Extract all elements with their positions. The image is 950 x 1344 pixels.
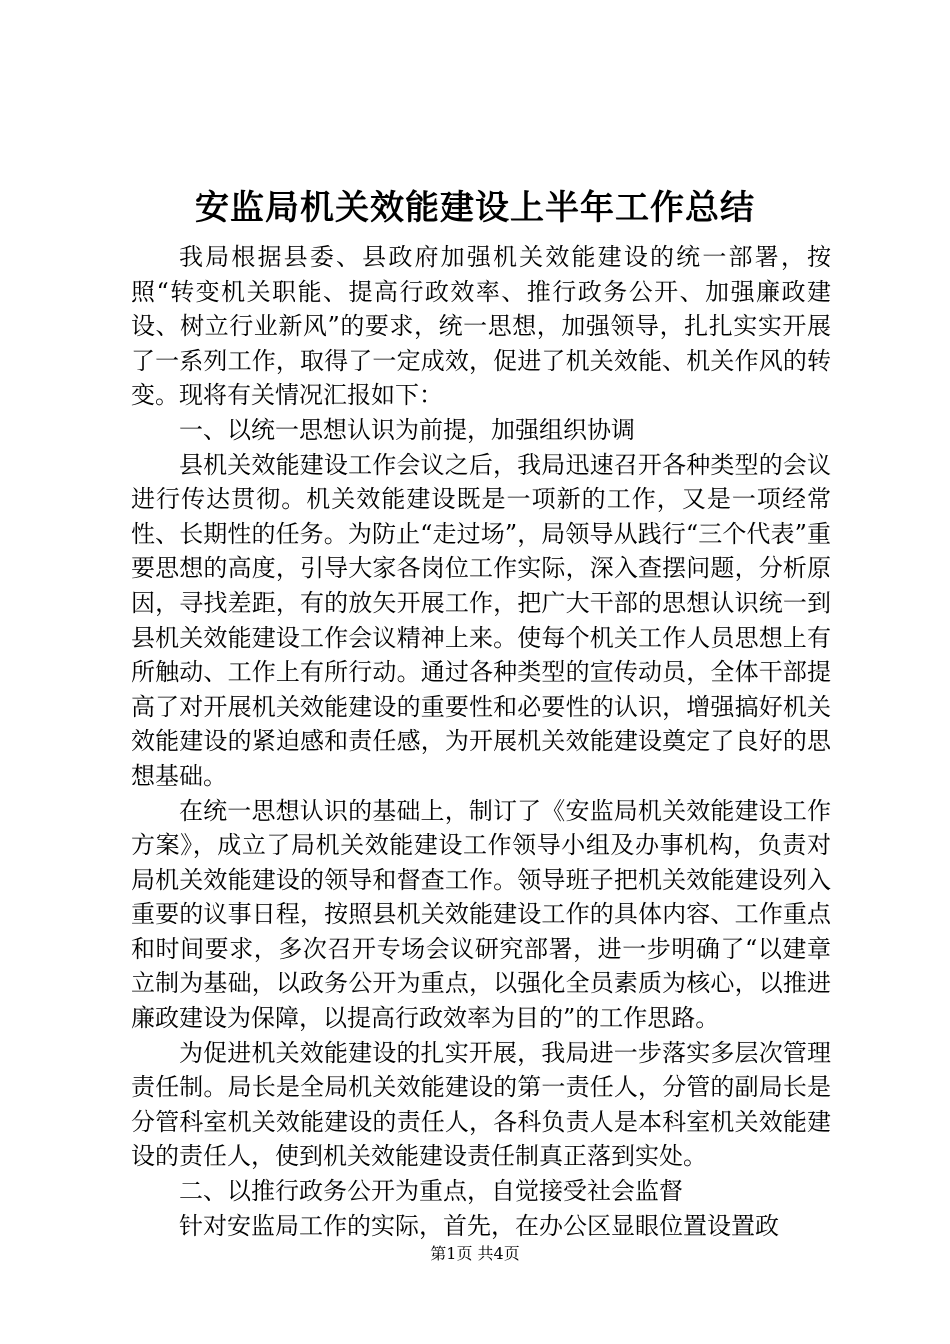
paragraph-intro: 我局根据县委、县政府加强机关效能建设的统一部署，按照“转变机关职能、提高行政效率、推行政务公开、加强廉政建设、树立行业新风”的要求，统一思想，加强领导，扎扎实实开展了一系列工作，取得了一定成效，促进了机关效能、机关作风的转变。现将有关情况汇报如下： — [131, 243, 831, 410]
section-heading-1: 一、以统一思想认识为前提，加强组织协调 — [179, 415, 635, 444]
document-title: 安监局机关效能建设上半年工作总结 — [195, 188, 755, 228]
page-number-footer: 第1页 共4页 — [430, 1244, 520, 1263]
paragraph: 为促进机关效能建设的扎实开展，我局进一步落实多层次管理责任制。局长是全局机关效能建设的第一责任人，分管的副局长是分管科室机关效能建设的责任人，各科负责人是本科室机关效能建设的责任人，使到机关效能建设责任制真正落到实处。 — [131, 1038, 831, 1171]
paragraph: 在统一思想认识的基础上，制订了《安监局机关效能建设工作方案》，成立了局机关效能建设工作领导小组及办事机构，负责对局机关效能建设的领导和督查工作。领导班子把机关效能建设列入重要的议事日程，按照县机关效能建设工作的具体内容、工作重点和时间要求，多次召开专场会议研究部署，进一步明确了“以建章立制为基础，以政务公开为重点，以强化全员素质为核心，以推进廉政建设为保障，以提高行政效率为目的”的工作思路。 — [131, 796, 831, 1033]
document-body — [131, 240, 831, 1243]
paragraph: 针对安监局工作的实际，首先，在办公区显眼位置设置政 — [179, 1211, 779, 1240]
paragraph: 县机关效能建设工作会议之后，我局迅速召开各种类型的会议进行传达贯彻。机关效能建设既是一项新的工作，又是一项经常性、长期性的任务。为防止“走过场”，局领导从践行“三个代表”重要思想的高度，引导大家各岗位工作实际，深入查摆问题，分析原因，寻找差距，有的放矢开展工作，把广大干部的思想认识统一到县机关效能建设工作会议精神上来。使每个机关工作人员思想上有所触动、工作上有所行动。通过各种类型的宣传动员，全体干部提高了对开展机关效能建设的重要性和必要性的认识，增强搞好机关效能建设的紧迫感和责任感，为开展机关效能建设奠定了良好的思想基础。 — [131, 450, 831, 790]
section-heading-2: 二、以推行政务公开为重点，自觉接受社会监督 — [179, 1177, 683, 1206]
